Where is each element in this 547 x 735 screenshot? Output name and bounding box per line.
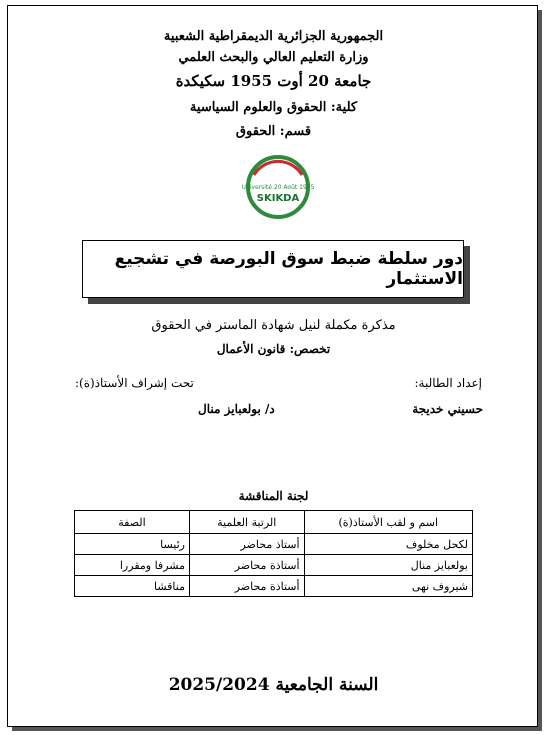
ministry-name: وزارة التعليم العالي والبحث العلمي [178, 50, 369, 65]
republic-name: الجمهورية الجزائرية الديمقراطية الشعبية [163, 29, 384, 44]
table-row [75, 555, 473, 576]
table-row [75, 534, 473, 555]
thesis-title-box [82, 240, 464, 298]
thesis-subtitle: مذكرة مكملة لنيل شهادة الماستر في الحقوق [151, 318, 396, 333]
academic-year: السنة الجامعية 2025/2024 [168, 675, 379, 695]
prepared-by-label: إعداد الطالبة: [414, 376, 482, 390]
supervisor-name: د/ بولعبايز منال [198, 402, 275, 416]
jury-rank: أستاذ محاضر [189, 534, 304, 555]
jury-name: شيروف نهى [304, 576, 472, 597]
col-role-header: الصفة [75, 511, 190, 534]
jury-rank: أستاذة محاضر [189, 576, 304, 597]
col-name-header: اسم و لقب الأستاذ(ة) [304, 511, 472, 534]
student-name: حسيني خديجة [412, 402, 483, 416]
jury-title: لجنة المناقشة [238, 489, 309, 503]
jury-name: بولعبايز منال [304, 555, 472, 576]
university-logo [240, 155, 316, 219]
university-name: جامعة 20 أوت 1955 سكيكدة [175, 72, 372, 90]
jury-header-row [75, 511, 473, 534]
department-name: قسم: الحقوق [235, 124, 312, 139]
jury-role: مشرفا ومقررا [75, 555, 190, 576]
jury-rank: أستاذة محاضر [189, 555, 304, 576]
frame-shadow-bottom [12, 727, 542, 731]
jury-table [74, 510, 473, 597]
faculty-name: كلية: الحقوق والعلوم السياسية [189, 100, 358, 115]
jury-name: لكحل مخلوف [304, 534, 472, 555]
col-rank-header: الرتبة العلمية [189, 511, 304, 534]
supervisor-label: تحت إشراف الأستاذ(ة): [75, 376, 194, 390]
jury-role: رئيسا [75, 534, 190, 555]
specialty: تخصص: قانون الأعمال [216, 342, 331, 356]
jury-role: مناقشا [75, 576, 190, 597]
frame-shadow-right [538, 10, 542, 730]
logo-ring-text: Université 20 Août 1955 [241, 184, 315, 191]
table-row [75, 576, 473, 597]
thesis-title: دور سلطة ضبط سوق البورصة في تشجيع الاستثمار [114, 249, 463, 289]
logo-name: SKIKDA [256, 193, 300, 204]
